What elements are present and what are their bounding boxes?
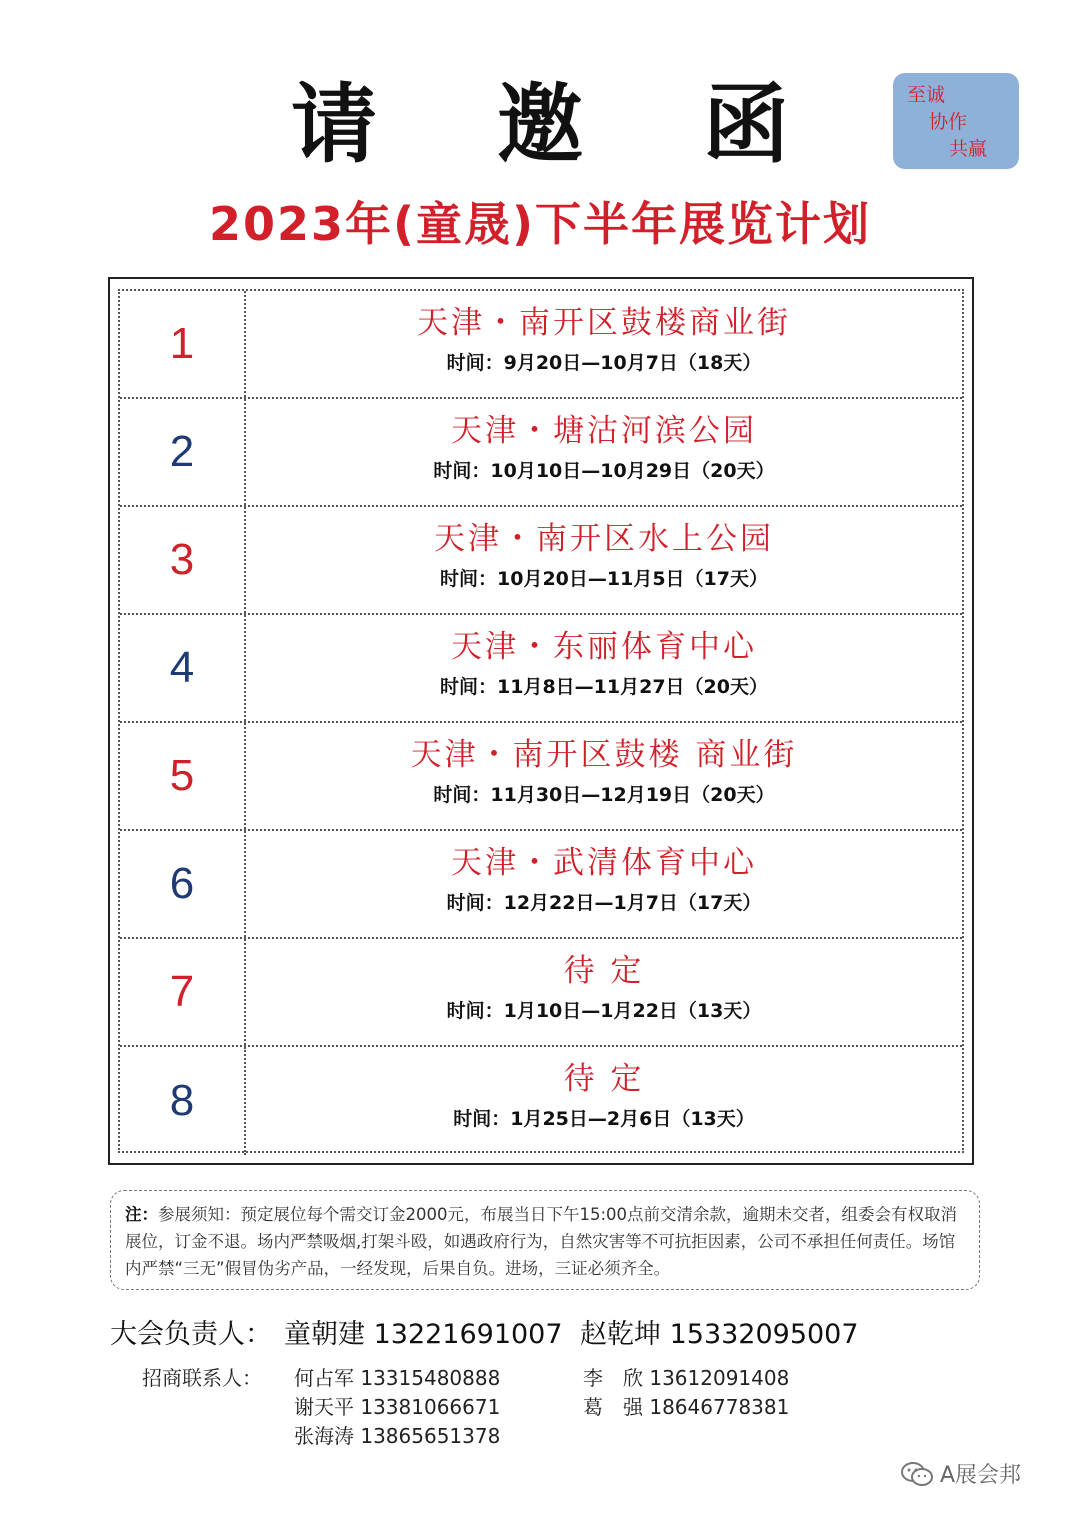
schedule-row: [120, 831, 962, 939]
row-content: [246, 831, 962, 937]
badge-line-1: 至诚: [907, 84, 946, 106]
row-number: 8: [120, 1047, 246, 1155]
schedule-row: [120, 723, 962, 831]
schedule-table: [108, 277, 974, 1165]
row-content: [246, 399, 962, 505]
notice-text: 参展须知：预定展位每个需交订金2000元，布展当日下午15:00点前交清余款，逾期未交者，组委会有权取消展位，订金不退。场内严禁吸烟,打架斗殴，如遇政府行为，自然灾害等不可抗拒因素，公司不承担任何责任。场馆内严禁“三无”假冒伪劣产品，一经发现，后果自负。进场，三证必须齐全。: [125, 1205, 958, 1278]
exhibition-time: 时间：1月10日—1月22日（13天）: [446, 1000, 762, 1022]
schedule-table-inner: [118, 289, 964, 1153]
exhibition-location: 天津・武清体育中心: [451, 845, 757, 881]
row-content: [246, 615, 962, 721]
row-number: 7: [120, 939, 246, 1045]
exhibition-location: 待 定: [563, 953, 645, 989]
leader-person-2: 赵乾坤 15332095007: [580, 1319, 859, 1350]
contacts-label: 招商联系人：: [142, 1366, 262, 1390]
row-content: [246, 291, 962, 397]
exhibition-location: 天津・南开区水上公园: [434, 521, 774, 557]
exhibition-location: 天津・南开区鼓楼商业街: [417, 305, 791, 341]
exhibition-time: 时间：12月22日—1月7日（17天）: [446, 892, 762, 914]
exhibition-location: 天津・南开区鼓楼 商业街: [410, 737, 798, 773]
row-content: [246, 723, 962, 829]
schedule-row: [120, 1047, 962, 1155]
contact-person: 何占军 13315480888: [294, 1366, 501, 1390]
schedule-row: [120, 939, 962, 1047]
notice-box: [110, 1190, 980, 1290]
exhibition-time: 时间：9月20日—10月7日（18天）: [446, 352, 762, 374]
row-number: 6: [120, 831, 246, 937]
row-content: [246, 1047, 962, 1155]
schedule-row: [120, 399, 962, 507]
exhibition-location: 待 定: [563, 1061, 645, 1097]
schedule-row: [120, 291, 962, 399]
exhibition-time: 时间：11月8日—11月27日（20天）: [440, 676, 768, 698]
row-number: 3: [120, 507, 246, 613]
title-char-3: 函: [703, 74, 789, 175]
row-number: 4: [120, 615, 246, 721]
row-number: 2: [120, 399, 246, 505]
wechat-icon: [900, 1461, 934, 1487]
schedule-row: [120, 615, 962, 723]
contact-person: 葛 强 18646778381: [583, 1395, 790, 1419]
contact-person: 谢天平 13381066671: [294, 1395, 501, 1419]
exhibition-time: 时间：10月20日—11月5日（17天）: [440, 568, 768, 590]
badge-line-3: 共赢: [949, 138, 988, 160]
title-char-1: 请: [291, 74, 377, 175]
title-char-2: 邀: [497, 74, 583, 175]
subtitle: 2023年(童晟)下半年展览计划: [208, 197, 872, 251]
contact-person: 张海涛 13865651378: [294, 1424, 501, 1448]
watermark-text: A展会邦: [940, 1463, 1022, 1488]
notice-label: 注：: [125, 1205, 158, 1224]
leader-person-1: 童朝建 13221691007: [284, 1319, 563, 1350]
schedule-row: [120, 507, 962, 615]
exhibition-location: 天津・东丽体育中心: [451, 629, 757, 665]
row-number: 1: [120, 291, 246, 397]
exhibition-location: 天津・塘沽河滨公园: [451, 413, 757, 449]
row-content: [246, 939, 962, 1045]
exhibition-time: 时间：11月30日—12月19日（20天）: [433, 784, 775, 806]
exhibition-time: 时间：10月10日—10月29日（20天）: [433, 460, 775, 482]
row-number: 5: [120, 723, 246, 829]
exhibition-time: 时间：1月25日—2月6日（13天）: [453, 1108, 755, 1130]
badge-line-2: 协作: [929, 111, 968, 133]
row-content: [246, 507, 962, 613]
leader-label: 大会负责人：: [110, 1319, 272, 1350]
watermark: [900, 1458, 1021, 1489]
contact-person: 李 欣 13612091408: [583, 1366, 790, 1390]
slogan-badge: [893, 73, 1019, 169]
